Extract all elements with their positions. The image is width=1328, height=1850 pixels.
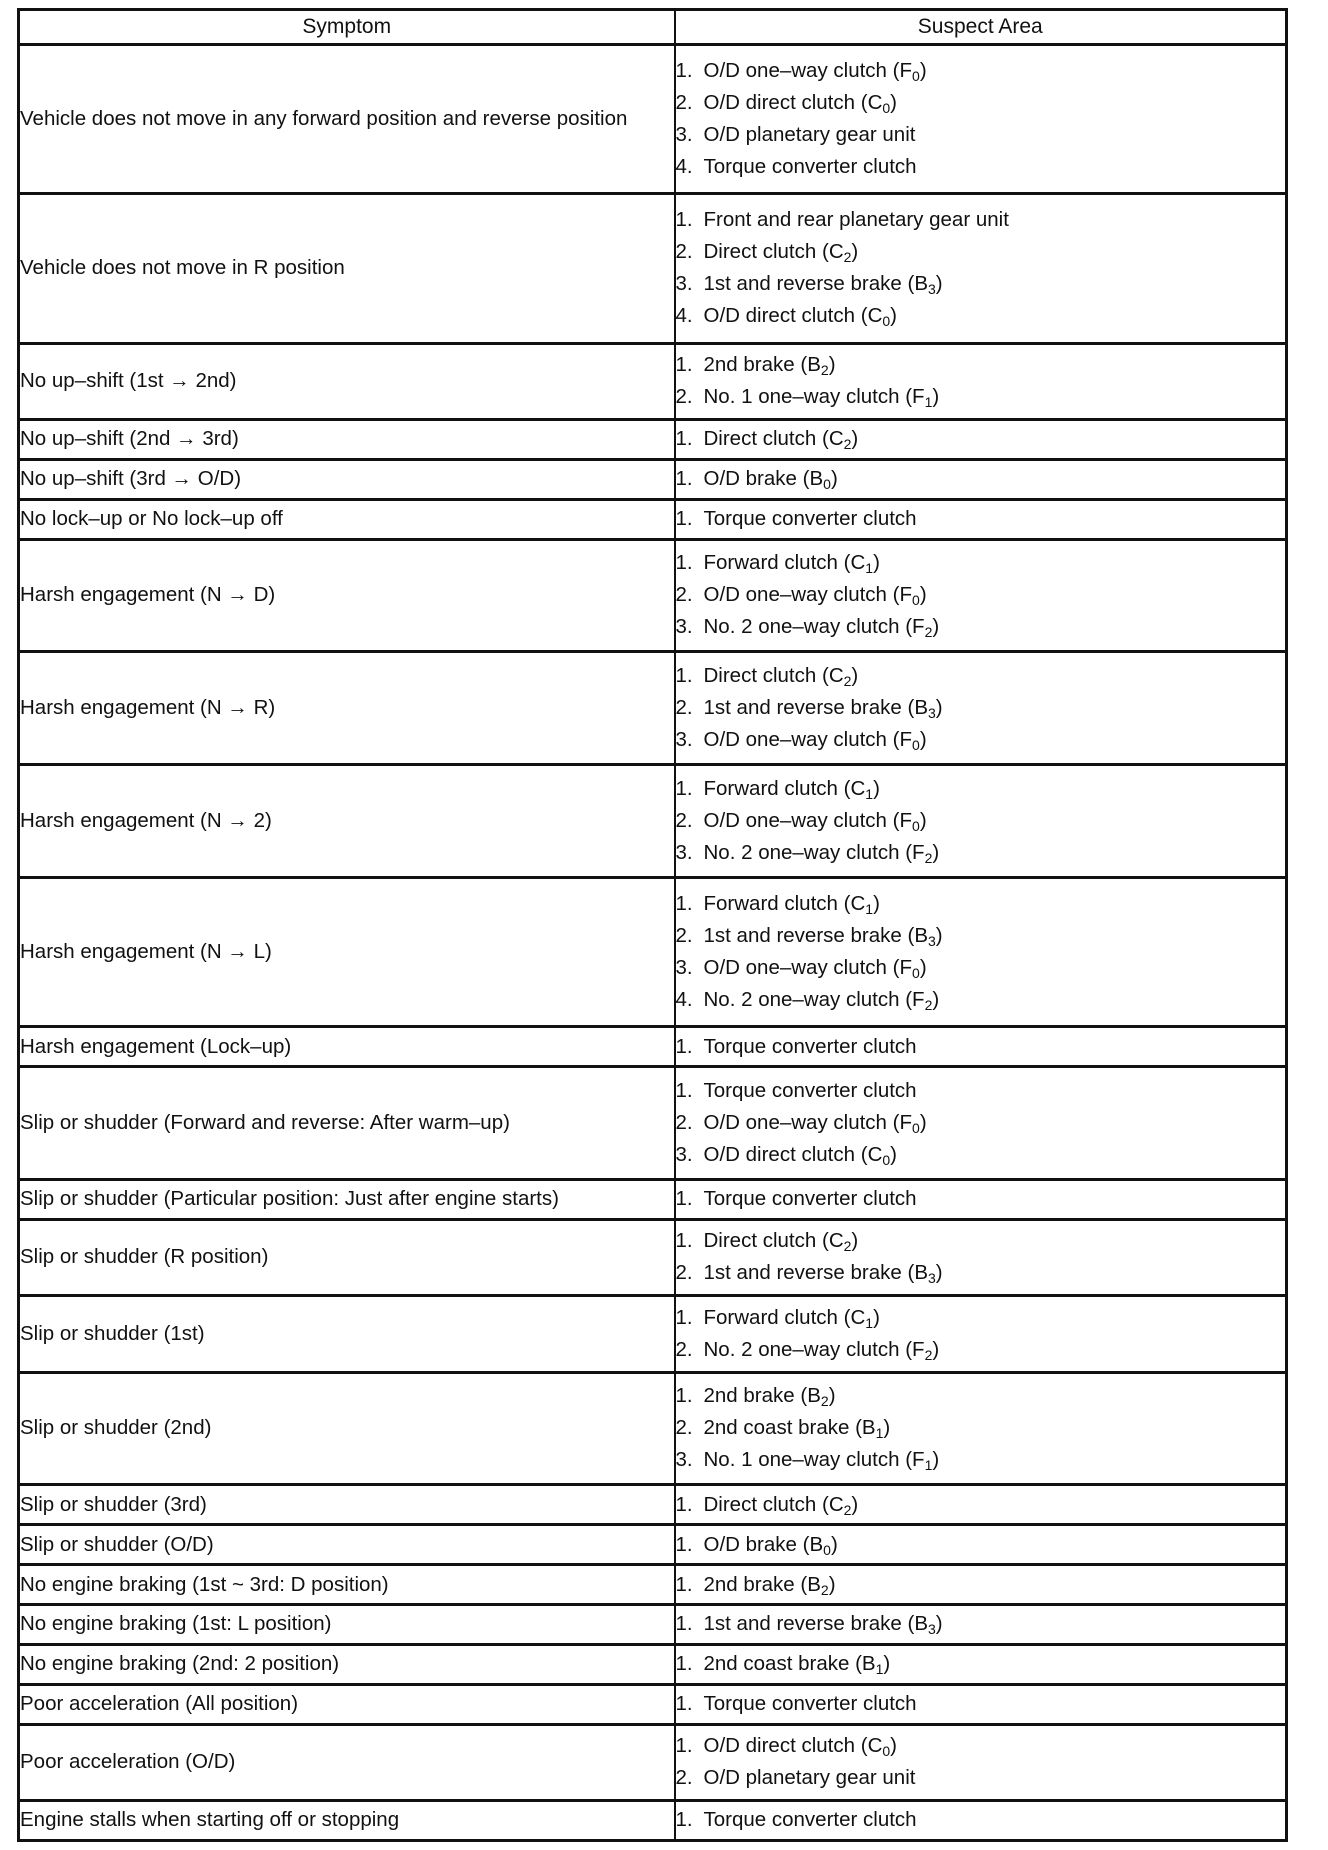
suspect-area-item: 3. O/D one–way clutch $(F_0)$ <box>676 724 1286 756</box>
item-number: 2. <box>675 583 693 607</box>
table-row <box>19 343 1287 419</box>
item-number: 1. <box>675 427 693 451</box>
item-number: 1. <box>675 1692 693 1716</box>
suspect-area-cell <box>675 1485 1287 1525</box>
symptom-cell: Slip or shudder (R position) <box>19 1219 675 1295</box>
component-subscript: 2 <box>820 1581 829 1598</box>
item-text: No. 1 one–way clutch <box>703 385 900 409</box>
item-number: 3. <box>675 272 693 296</box>
item-number: 1. <box>675 1229 693 1253</box>
suspect-area-cell <box>675 1372 1287 1485</box>
table-row <box>19 194 1287 343</box>
component-code: B <box>914 1612 928 1636</box>
item-number: 2. <box>675 240 693 264</box>
suspect-area-item: 1. 2nd brake $(B_2)$ <box>676 1380 1286 1412</box>
suspect-area-cell <box>675 1219 1287 1295</box>
component-subscript: 1 <box>865 901 874 918</box>
suspect-area-cell <box>675 343 1287 419</box>
component-code: B <box>914 272 928 296</box>
component-subscript: 2 <box>820 362 829 379</box>
component-code: B <box>861 1652 876 1676</box>
item-number: 2. <box>675 91 693 115</box>
component-code: B <box>914 924 928 948</box>
component-code: F <box>899 956 913 980</box>
suspect-area-item: 2. 1st and reverse brake $(B_3)$ <box>676 692 1286 724</box>
item-number: 1. <box>675 1532 693 1556</box>
component-code: B <box>807 1384 821 1408</box>
component-subscript: 3 <box>928 1270 936 1287</box>
table-row <box>19 499 1287 539</box>
symptom-cell: No engine braking (2nd: 2 position) <box>19 1644 675 1684</box>
component-code: C <box>828 240 844 264</box>
component-subscript: 0 <box>882 1743 891 1760</box>
item-number: 2. <box>675 385 693 409</box>
item-text: O/D direct clutch <box>703 1143 856 1167</box>
table-row <box>19 1372 1287 1485</box>
item-text: 1st and reverse brake <box>703 1612 902 1636</box>
suspect-area-item: 2. Direct clutch $(C_2)$ <box>676 236 1286 268</box>
item-text: O/D one–way clutch <box>703 583 887 607</box>
component-subscript: 1 <box>924 394 933 411</box>
suspect-area-item: 1. Direct clutch $(C_2)$ <box>676 660 1286 692</box>
component-subscript: 2 <box>843 436 852 453</box>
component-code: B <box>809 1532 824 1556</box>
component-subscript: 1 <box>875 1661 884 1678</box>
component-code: C <box>867 91 883 115</box>
component-subscript: 2 <box>843 1501 852 1518</box>
component-code: B <box>807 1572 821 1596</box>
item-number: 1. <box>675 208 693 232</box>
symptom-cell: Slip or shudder (2nd) <box>19 1372 675 1485</box>
item-text: 2nd brake <box>703 1384 795 1408</box>
suspect-area-cell <box>675 877 1287 1026</box>
item-text: O/D brake <box>703 1532 797 1556</box>
component-code: C <box>850 777 866 801</box>
item-text: Direct clutch <box>703 240 817 264</box>
suspect-area-cell <box>675 1027 1287 1067</box>
symptom-cell: Slip or shudder (1st) <box>19 1296 675 1372</box>
item-text: Forward clutch <box>703 777 838 801</box>
item-number: 1. <box>675 1808 693 1832</box>
component-code: F <box>912 385 925 409</box>
component-code: F <box>912 1337 925 1361</box>
item-text: 2nd coast brake <box>703 1652 850 1676</box>
component-subscript: 0 <box>823 1541 831 1558</box>
component-code: F <box>912 988 925 1012</box>
suspect-area-cell <box>675 419 1287 459</box>
component-subscript: 3 <box>928 933 936 950</box>
suspect-area-cell <box>675 194 1287 343</box>
suspect-area-item: 1. Direct clutch $(C_2)$ <box>676 1489 1286 1521</box>
suspect-area-cell <box>675 1644 1287 1684</box>
item-number: 2. <box>675 1337 693 1361</box>
item-text: No. 2 one–way clutch <box>703 988 900 1012</box>
item-number: 4. <box>675 304 693 328</box>
suspect-area-cell <box>675 499 1287 539</box>
item-number: 1. <box>675 1612 693 1636</box>
component-subscript: 0 <box>882 313 891 330</box>
item-text: Forward clutch <box>703 1305 838 1329</box>
component-code: C <box>850 1305 866 1329</box>
item-text: 1st and reverse brake <box>703 1261 902 1285</box>
symptom-cell: No engine braking (1st: L position) <box>19 1604 675 1644</box>
suspect-area-item <box>676 119 1286 151</box>
component-subscript: 1 <box>924 1457 933 1474</box>
item-text: No. 2 one–way clutch <box>703 1337 900 1361</box>
item-text: Direct clutch <box>703 1229 817 1253</box>
suspect-area-cell <box>675 1604 1287 1644</box>
suspect-area-item <box>676 1688 1286 1720</box>
suspect-area-item: 1. 2nd coast brake $(B_1)$ <box>676 1648 1286 1680</box>
item-text: O/D one–way clutch <box>703 728 887 752</box>
suspect-area-cell <box>675 45 1287 194</box>
table-row <box>19 1800 1287 1840</box>
item-number: 1. <box>675 353 693 377</box>
symptom-cell: Poor acceleration (All position) <box>19 1684 675 1724</box>
component-code: F <box>912 1448 925 1472</box>
table-row <box>19 459 1287 499</box>
item-number: 1. <box>675 1734 693 1758</box>
item-number: 1. <box>675 1187 693 1211</box>
component-subscript: 2 <box>843 673 852 690</box>
symptom-cell: Engine stalls when starting off or stopping <box>19 1800 675 1840</box>
component-code: B <box>809 467 824 491</box>
symptom-cell: No up–shift (1st → 2nd) <box>19 343 675 419</box>
component-subscript: 2 <box>820 1393 829 1410</box>
item-text: Direct clutch <box>703 1492 817 1516</box>
component-subscript: 0 <box>912 737 920 754</box>
table-row <box>19 1067 1287 1180</box>
item-number: 1. <box>675 1079 693 1103</box>
table-row <box>19 1485 1287 1525</box>
component-subscript: 2 <box>924 997 933 1014</box>
suspect-area-item: 1. Direct clutch $(C_2)$ <box>676 1225 1286 1257</box>
table-row <box>19 1724 1287 1800</box>
item-text: Torque converter clutch <box>703 1187 917 1211</box>
suspect-area-item: 1. Forward clutch $(C_1)$ <box>676 773 1286 805</box>
suspect-area-item <box>676 151 1286 183</box>
component-subscript: 1 <box>875 1425 884 1442</box>
suspect-area-item: 1. O/D one–way clutch $(F_0)$ <box>676 55 1286 87</box>
suspect-area-item: 2. O/D direct clutch $(C_0)$ <box>676 87 1286 119</box>
component-code: F <box>899 583 913 607</box>
suspect-area-item <box>676 1183 1286 1215</box>
suspect-area-item <box>676 1762 1286 1794</box>
suspect-area-cell <box>675 652 1287 765</box>
component-subscript: 0 <box>882 100 891 117</box>
table-row <box>19 877 1287 1026</box>
component-subscript: 1 <box>865 1314 874 1331</box>
symptom-cell: Slip or shudder (O/D) <box>19 1525 675 1565</box>
item-text: O/D direct clutch <box>703 304 856 328</box>
symptom-cell: Harsh engagement (Lock–up) <box>19 1027 675 1067</box>
symptom-cell: No up–shift (2nd → 3rd) <box>19 419 675 459</box>
component-code: C <box>828 664 844 688</box>
suspect-area-item: 1. 2nd brake $(B_2)$ <box>676 349 1286 381</box>
suspect-area-cell <box>675 459 1287 499</box>
item-text: 2nd coast brake <box>703 1416 850 1440</box>
suspect-area-item: 3. O/D one–way clutch $(F_0)$ <box>676 952 1286 984</box>
item-text: 1st and reverse brake <box>703 924 902 948</box>
item-text: Torque converter clutch <box>703 155 917 179</box>
component-subscript: 0 <box>912 68 920 85</box>
component-subscript: 1 <box>865 786 874 803</box>
symptom-cell: Slip or shudder (Forward and reverse: After warm–up) <box>19 1067 675 1180</box>
item-number: 1. <box>675 59 693 83</box>
item-number: 3. <box>675 728 693 752</box>
suspect-area-item <box>676 503 1286 535</box>
item-number: 2. <box>675 1261 693 1285</box>
item-text: 1st and reverse brake <box>703 696 902 720</box>
table-row <box>19 1219 1287 1295</box>
component-code: F <box>899 809 913 833</box>
suspect-area-item: 1. O/D direct clutch $(C_0)$ <box>676 1730 1286 1762</box>
component-subscript: 3 <box>928 1621 936 1638</box>
item-text: Torque converter clutch <box>703 1079 917 1103</box>
symptom-cell: Vehicle does not move in any forward position and reverse position <box>19 45 675 194</box>
suspect-area-item <box>676 1031 1286 1063</box>
item-number: 1. <box>675 1305 693 1329</box>
item-number: 3. <box>675 841 693 865</box>
item-number: 2. <box>675 809 693 833</box>
item-number: 1. <box>675 467 693 491</box>
component-code: C <box>828 1229 844 1253</box>
symptom-cell: Harsh engagement (N → 2) <box>19 765 675 878</box>
symptom-cell: No lock–up or No lock–up off <box>19 499 675 539</box>
table-row <box>19 45 1287 194</box>
table-row <box>19 1565 1287 1605</box>
item-number: 1. <box>675 1572 693 1596</box>
component-subscript: 0 <box>912 818 920 835</box>
suspect-area-item: 2. No. 1 one–way clutch $(F_1)$ <box>676 381 1286 413</box>
suspect-area-cell <box>675 1724 1287 1800</box>
suspect-area-column-header: Suspect Area <box>675 10 1287 45</box>
component-code: C <box>828 427 844 451</box>
suspect-area-cell <box>675 1684 1287 1724</box>
symptom-cell: Slip or shudder (3rd) <box>19 1485 675 1525</box>
symptom-cell: Slip or shudder (Particular position: Just after engine starts) <box>19 1179 675 1219</box>
item-text: No. 2 one–way clutch <box>703 615 900 639</box>
suspect-area-item: 1. Forward clutch $(C_1)$ <box>676 1302 1286 1334</box>
item-text: 1st and reverse brake <box>703 272 902 296</box>
suspect-area-item: 1. O/D brake $(B_0)$ <box>676 1529 1286 1561</box>
suspect-area-item: 2. O/D one–way clutch $(F_0)$ <box>676 1107 1286 1139</box>
suspect-area-item: 2. No. 2 one–way clutch $(F_2)$ <box>676 1334 1286 1366</box>
symptom-column-header: Symptom <box>19 10 675 45</box>
item-number: 1. <box>675 1034 693 1058</box>
component-code: C <box>867 1143 883 1167</box>
component-subscript: 2 <box>843 1238 852 1255</box>
item-text: Direct clutch <box>703 664 817 688</box>
item-text: O/D one–way clutch <box>703 1111 887 1135</box>
item-number: 4. <box>675 988 693 1012</box>
component-subscript: 2 <box>924 850 933 867</box>
item-number: 3. <box>675 123 693 147</box>
table-row <box>19 652 1287 765</box>
item-text: No. 1 one–way clutch <box>703 1448 900 1472</box>
symptom-cell: Harsh engagement (N → R) <box>19 652 675 765</box>
symptom-cell: Harsh engagement (N → D) <box>19 539 675 652</box>
component-code: F <box>899 1111 913 1135</box>
suspect-area-item: 2. O/D one–way clutch $(F_0)$ <box>676 805 1286 837</box>
item-number: 2. <box>675 1416 693 1440</box>
table-row <box>19 1525 1287 1565</box>
item-text: Torque converter clutch <box>703 507 917 531</box>
item-number: 1. <box>675 892 693 916</box>
item-number: 1. <box>675 1384 693 1408</box>
item-text: O/D one–way clutch <box>703 59 887 83</box>
item-number: 1. <box>675 507 693 531</box>
item-number: 1. <box>675 664 693 688</box>
suspect-area-item: 2. 1st and reverse brake $(B_3)$ <box>676 920 1286 952</box>
suspect-area-item: 1. Forward clutch $(C_1)$ <box>676 547 1286 579</box>
component-subscript: 2 <box>843 249 852 266</box>
symptom-cell: Vehicle does not move in R position <box>19 194 675 343</box>
component-code: B <box>861 1416 876 1440</box>
table-row <box>19 1296 1287 1372</box>
component-subscript: 0 <box>912 965 920 982</box>
item-text: Front and rear planetary gear unit <box>703 208 1009 232</box>
suspect-area-item: 3. No. 1 one–way clutch $(F_1)$ <box>676 1444 1286 1476</box>
item-text: O/D planetary gear unit <box>703 123 916 147</box>
component-subscript: 0 <box>912 592 920 609</box>
item-text: Forward clutch <box>703 551 838 575</box>
item-number: 3. <box>675 615 693 639</box>
component-code: C <box>850 551 866 575</box>
item-number: 1. <box>675 1652 693 1676</box>
suspect-area-cell <box>675 1800 1287 1840</box>
component-subscript: 0 <box>823 476 831 493</box>
component-code: C <box>850 892 866 916</box>
table-row <box>19 1644 1287 1684</box>
component-code: F <box>899 59 913 83</box>
suspect-area-item: 1. Forward clutch $(C_1)$ <box>676 888 1286 920</box>
component-code: C <box>828 1492 844 1516</box>
item-number: 2. <box>675 924 693 948</box>
suspect-area-cell <box>675 1296 1287 1372</box>
component-code: F <box>912 841 925 865</box>
table-row <box>19 765 1287 878</box>
component-code: B <box>914 696 928 720</box>
item-number: 3. <box>675 1448 693 1472</box>
header-row <box>19 10 1287 45</box>
item-text: Torque converter clutch <box>703 1692 917 1716</box>
table-row <box>19 1027 1287 1067</box>
component-subscript: 2 <box>924 624 933 641</box>
component-subscript: 2 <box>924 1346 933 1363</box>
component-subscript: 1 <box>865 560 874 577</box>
component-code: C <box>867 304 883 328</box>
symptom-cell: Harsh engagement (N → L) <box>19 877 675 1026</box>
suspect-area-item <box>676 204 1286 236</box>
symptom-cell: Poor acceleration (O/D) <box>19 1724 675 1800</box>
suspect-area-item: 2. 1st and reverse brake $(B_3)$ <box>676 1257 1286 1289</box>
suspect-area-item: 4. O/D direct clutch $(C_0)$ <box>676 300 1286 332</box>
table-row <box>19 419 1287 459</box>
suspect-area-item: 2. 2nd coast brake $(B_1)$ <box>676 1412 1286 1444</box>
suspect-area-item <box>676 1804 1286 1836</box>
suspect-area-cell <box>675 1179 1287 1219</box>
item-text: O/D one–way clutch <box>703 956 887 980</box>
component-subscript: 3 <box>928 281 936 298</box>
suspect-area-cell <box>675 1565 1287 1605</box>
item-text: Torque converter clutch <box>703 1034 917 1058</box>
suspect-area-item: 2. O/D one–way clutch $(F_0)$ <box>676 579 1286 611</box>
symptom-cell: No up–shift (3rd → O/D) <box>19 459 675 499</box>
item-number: 3. <box>675 956 693 980</box>
suspect-area-cell <box>675 1525 1287 1565</box>
item-text: 2nd brake <box>703 353 795 377</box>
item-text: Torque converter clutch <box>703 1808 917 1832</box>
component-code: F <box>912 615 925 639</box>
table-body <box>19 45 1287 1841</box>
item-text: O/D direct clutch <box>703 91 856 115</box>
component-code: C <box>867 1734 883 1758</box>
symptom-cell: No engine braking (1st ~ 3rd: D position) <box>19 1565 675 1605</box>
item-number: 2. <box>675 696 693 720</box>
suspect-area-item: 1. 2nd brake $(B_2)$ <box>676 1569 1286 1601</box>
item-number: 1. <box>675 777 693 801</box>
component-subscript: 3 <box>928 705 936 722</box>
component-subscript: 0 <box>882 1152 891 1169</box>
component-code: F <box>899 728 913 752</box>
item-number: 1. <box>675 551 693 575</box>
component-code: B <box>807 353 821 377</box>
item-text: Forward clutch <box>703 892 838 916</box>
component-subscript: 0 <box>912 1120 920 1137</box>
item-text: O/D direct clutch <box>703 1734 856 1758</box>
suspect-area-item: 1. 1st and reverse brake $(B_3)$ <box>676 1608 1286 1640</box>
item-text: No. 2 one–way clutch <box>703 841 900 865</box>
suspect-area-item <box>676 1075 1286 1107</box>
table-row <box>19 1684 1287 1724</box>
item-text: O/D brake <box>703 467 797 491</box>
item-number: 1. <box>675 1492 693 1516</box>
suspect-area-item: 3. No. 2 one–way clutch $(F_2)$ <box>676 611 1286 643</box>
suspect-area-cell <box>675 539 1287 652</box>
item-number: 4. <box>675 155 693 179</box>
suspect-area-cell <box>675 1067 1287 1180</box>
suspect-area-item: 4. No. 2 one–way clutch $(F_2)$ <box>676 984 1286 1016</box>
symptom-table <box>17 8 1288 1842</box>
suspect-area-item: 3. 1st and reverse brake $(B_3)$ <box>676 268 1286 300</box>
suspect-area-item: 1. O/D brake $(B_0)$ <box>676 463 1286 495</box>
table-row <box>19 1179 1287 1219</box>
item-text: O/D planetary gear unit <box>703 1766 916 1790</box>
suspect-area-cell <box>675 765 1287 878</box>
suspect-area-item: 3. No. 2 one–way clutch $(F_2)$ <box>676 837 1286 869</box>
table-row <box>19 539 1287 652</box>
suspect-area-item: 1. Direct clutch $(C_2)$ <box>676 423 1286 455</box>
item-text: Direct clutch <box>703 427 817 451</box>
item-number: 3. <box>675 1143 693 1167</box>
item-text: 2nd brake <box>703 1572 795 1596</box>
component-code: B <box>914 1261 928 1285</box>
item-number: 2. <box>675 1111 693 1135</box>
item-number: 2. <box>675 1766 693 1790</box>
item-text: O/D one–way clutch <box>703 809 887 833</box>
table-row <box>19 1604 1287 1644</box>
suspect-area-item: 3. O/D direct clutch $(C_0)$ <box>676 1139 1286 1171</box>
